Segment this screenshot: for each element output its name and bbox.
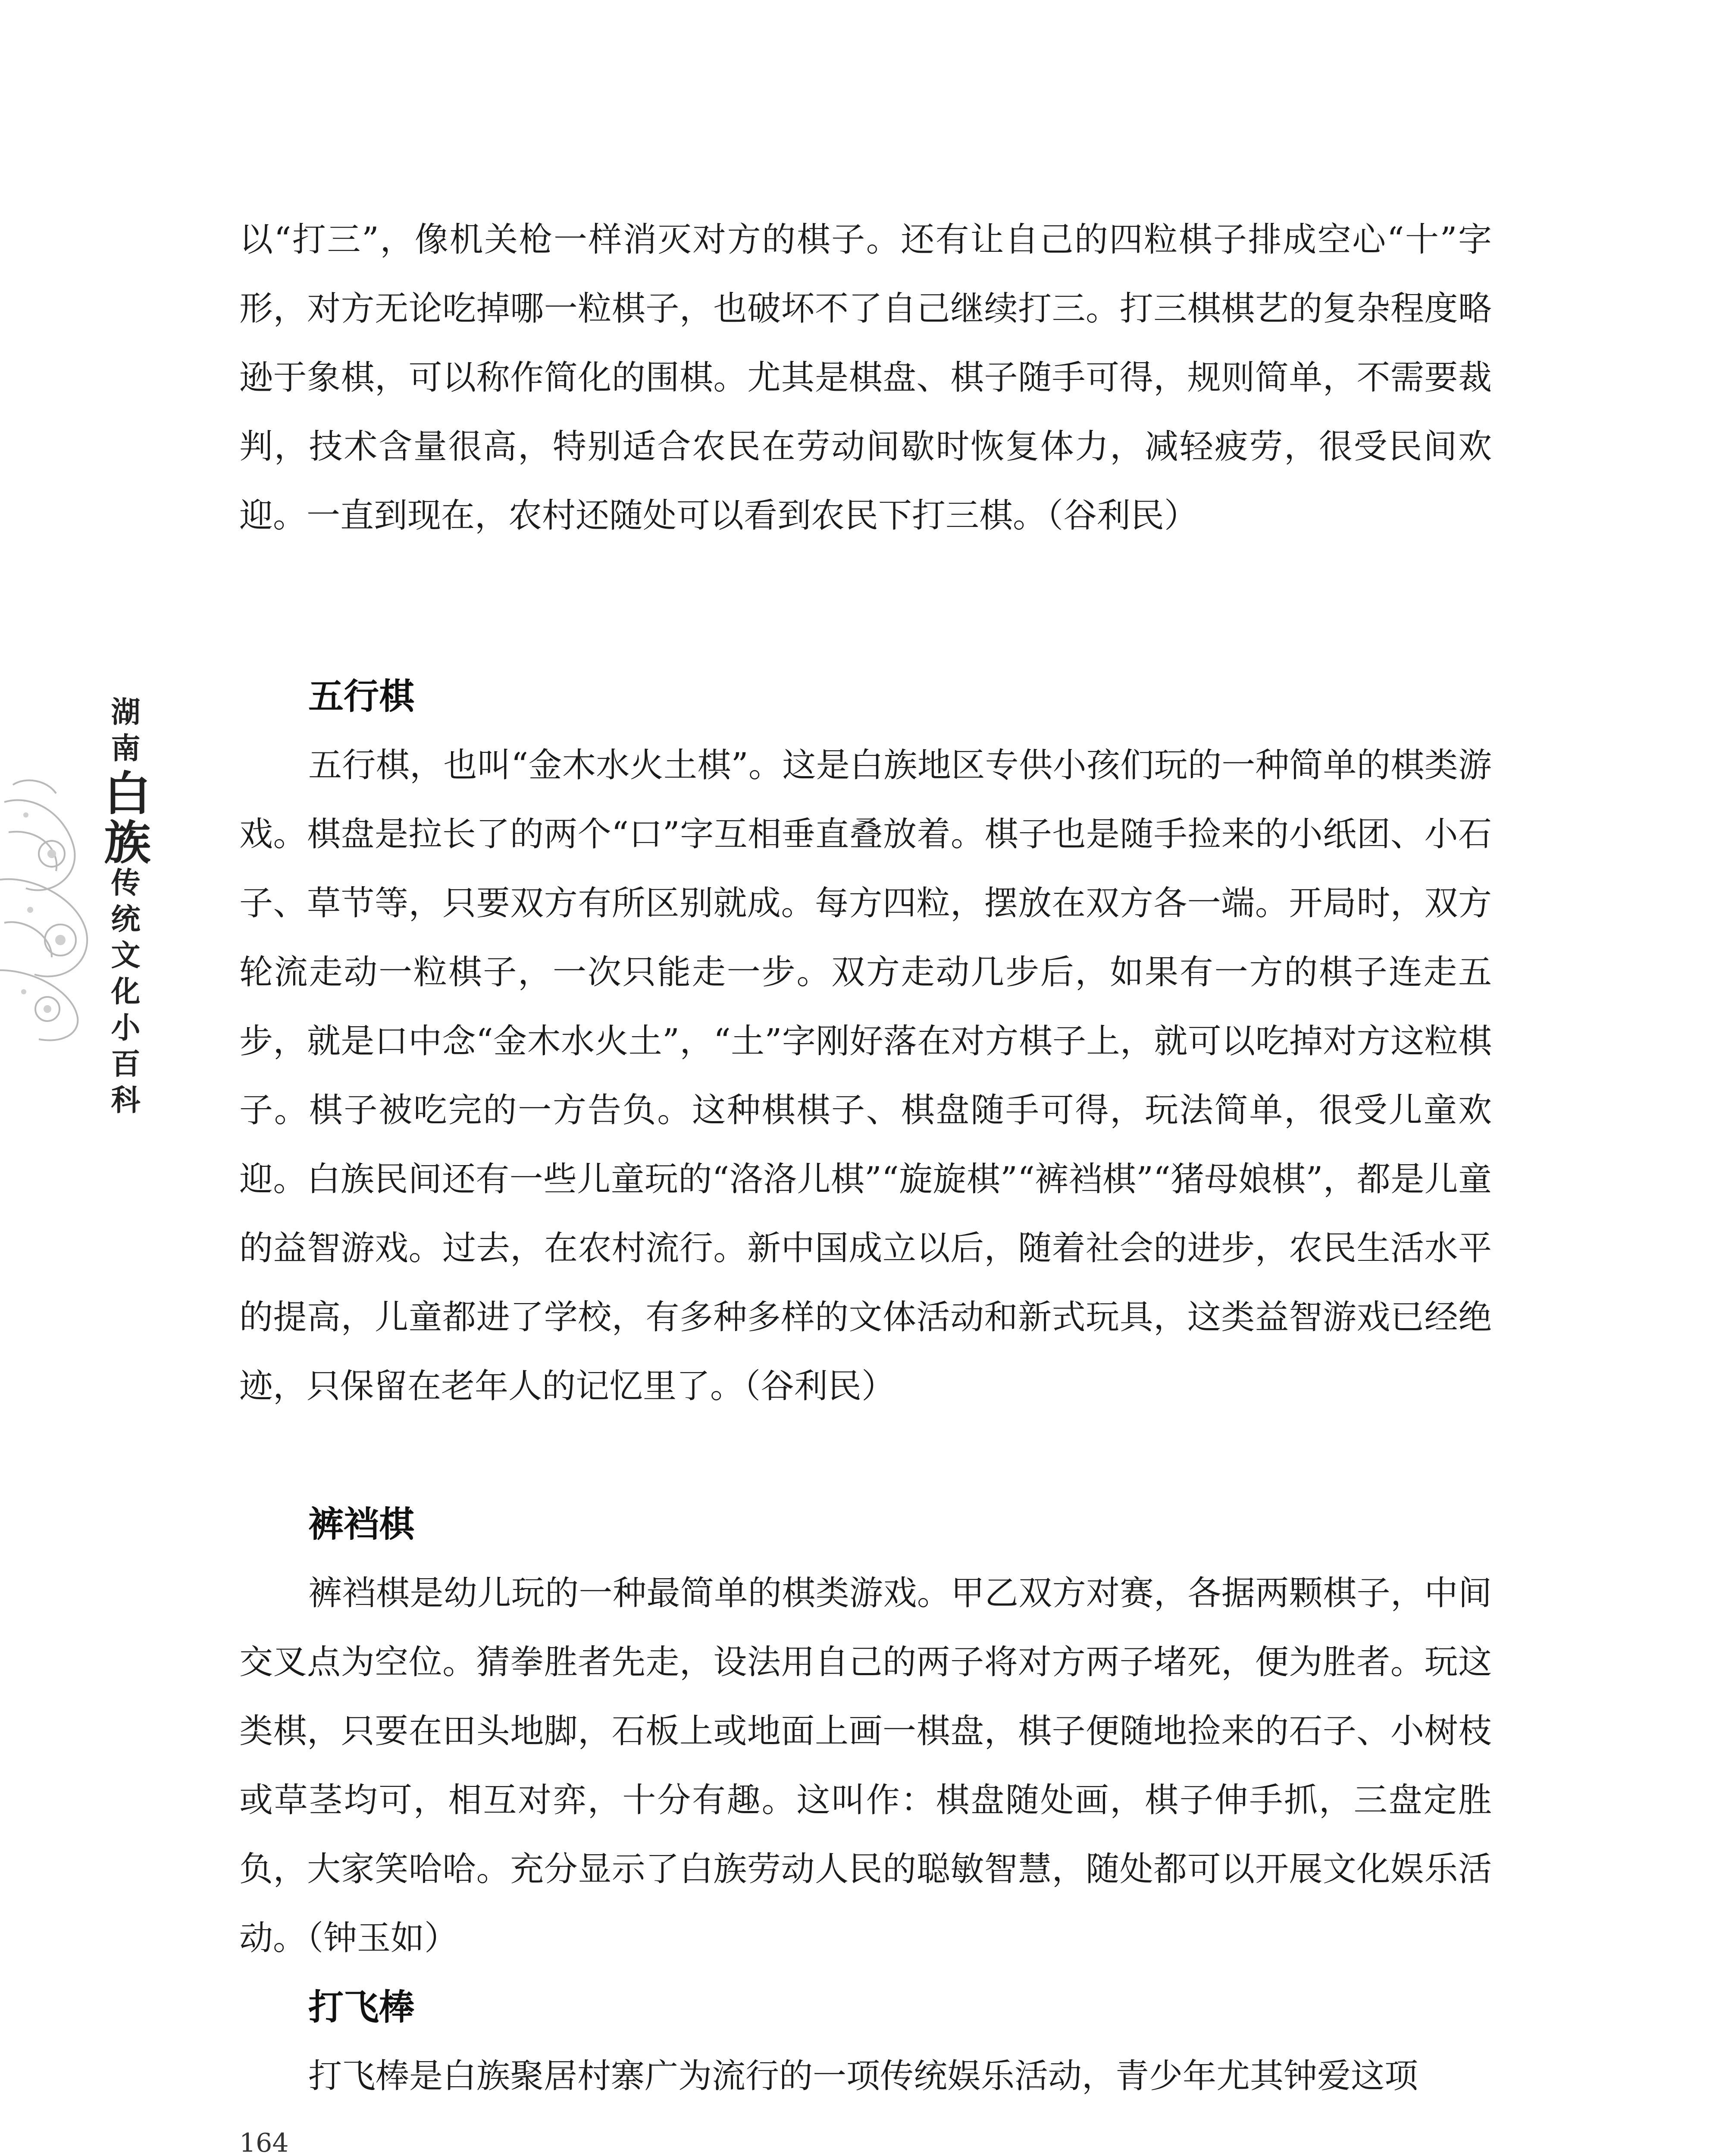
floral-ornament-icon [0,768,108,1044]
running-title-part3: 传统文化小百科 [106,867,141,1121]
section-text-dafeibang: 打飞棒是白族聚居村寨广为流行的一项传统娱乐活动，青少年尤其钟爱这项 [308,2057,1419,2096]
section-text-kudangqi: 裤裆棋是幼儿玩的一种最简单的棋类游戏。甲乙双方对赛，各据两颗棋子，中间交叉点为空位。猜拳胜者先走，设法用自己的两子将对方两子堵死，便为胜者。玩这类棋，只要在田头地脚，石板上或地面上画一棋盘，棋子便随地捡来的石子、小树枝或草茎均可，相互对弈，十分有趣。这叫作：棋盘随处画，棋子伸手抓，三盘定胜负，大家笑哈哈。充分显示了白族劳动人民的聪敏智慧，随处都可以开展文化娱乐活动。（钟玉如） [239,1574,1492,1958]
section-title-wuxingqi: 五行棋 [308,676,415,717]
page-number: 164 [239,2128,289,2156]
running-title-part2: 白族 [96,769,150,867]
continued-paragraph: 以“打三”，像机关枪一样消灭对方的棋子。还有让自己的四粒棋子排成空心“十”字形，对方无论吃掉哪一粒棋子，也破坏不了自己继续打三。打三棋棋艺的复杂程度略逊于象棋，可以称作简化的围棋。尤其是棋盘、棋子随手可得，规则简单，不需要裁判，技术含量很高，特别适合农民在劳动间歇时恢复体力，减轻疲劳，很受民间欢迎。一直到现在，农村还随处可以看到农民下打三棋。（谷利民） [239,220,1492,535]
running-title-part1: 湖南 [106,696,141,769]
running-title [96,696,150,1121]
section-title-kudangqi: 裤裆棋 [308,1504,415,1545]
section-text-wuxingqi: 五行棋，也叫“金木水火土棋”。这是白族地区专供小孩们玩的一种简单的棋类游戏。棋盘是拉长了的两个“口”字互相垂直叠放着。棋子也是随手捡来的小纸团、小石子、草节等，只要双方有所区别就成。每方四粒，摆放在双方各一端。开局时，双方轮流走动一粒棋子，一次只能走一步。双方走动几步后，如果有一方的棋子连走五步，就是口中念“金木水火土”，“土”字刚好落在对方棋子上，就可以吃掉对方这粒棋子。棋子被吃完的一方告负。这种棋棋子、棋盘随手可得，玩法简单，很受儿童欢迎。白族民间还有一些儿童玩的“洛洛儿棋”“旋旋棋”“裤裆棋”“猪母娘棋”，都是儿童的益智游戏。过去，在农村流行。新中国成立以后，随着社会的进步，农民生活水平的提高，儿童都进了学校，有多种多样的文体活动和新式玩具，这类益智游戏已经绝迹，只保留在老年人的记忆里了。（谷利民） [239,746,1492,1406]
section-title-dafeibang: 打飞棒 [308,1987,415,2028]
